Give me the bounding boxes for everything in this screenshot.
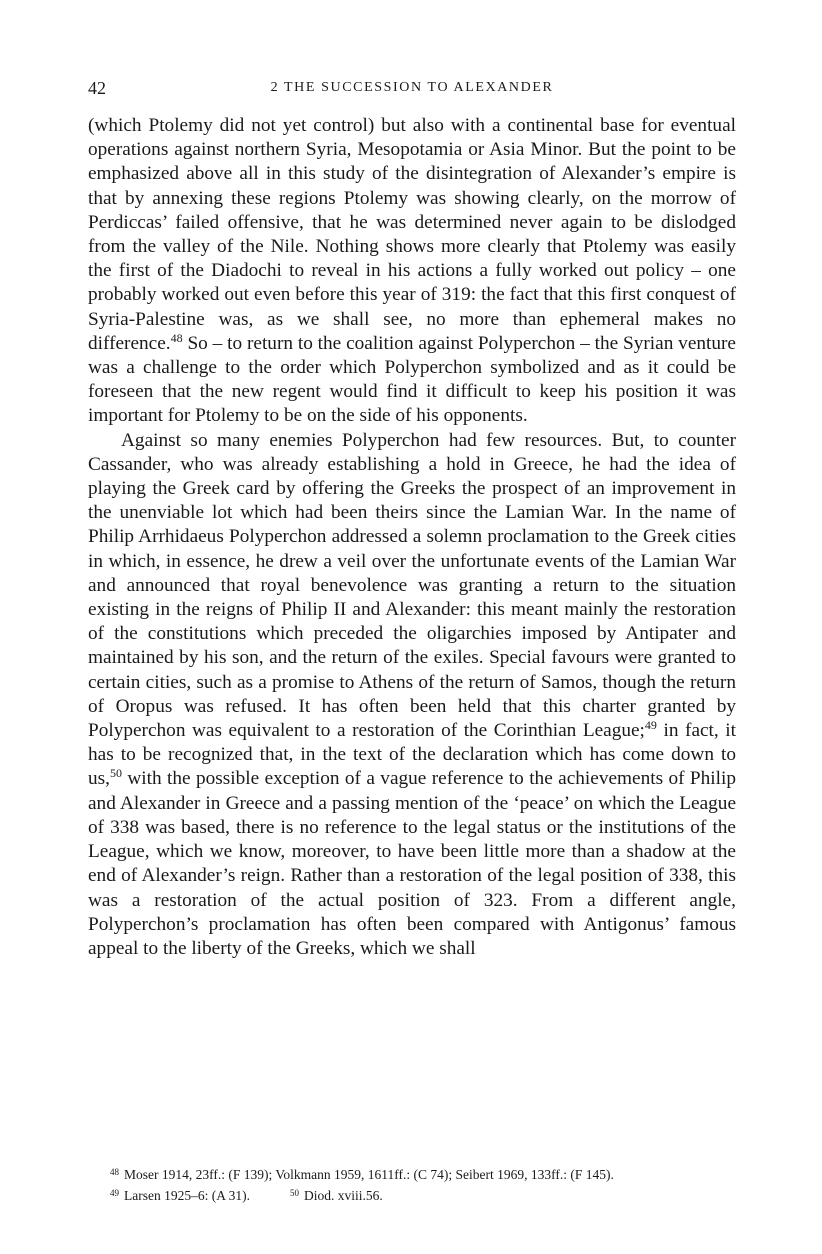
footnote-number: 48 bbox=[110, 1167, 119, 1177]
footnote-text: Moser 1914, 23ff.: (F 139); Volkmann 1959, 1611ff.: (C 74); Seibert 1969, 133ff.: (F 145). bbox=[124, 1167, 614, 1182]
running-title: 2 THE SUCCESSION TO ALEXANDER bbox=[270, 80, 554, 95]
paragraph-2-text-b: in fact, it has to be recognized that, in the text of the declaration which has come down to us, bbox=[88, 720, 737, 790]
paragraph-1-text-b: So – to return to the coalition against Polyperchon – the Syrian venture was a challenge to the order which Polyperchon symbolized and as it could be foreseen that the new regent would find it difficult to keep his position it was important for Ptolemy to be on the side of his opponents. bbox=[88, 332, 736, 427]
footnote-number: 49 bbox=[110, 1188, 119, 1198]
footnote-text: Diod. xviii.56. bbox=[303, 1188, 383, 1203]
main-text bbox=[88, 114, 736, 961]
footnote-48 bbox=[110, 1163, 736, 1184]
footnote-line-2 bbox=[110, 1184, 736, 1205]
page-header bbox=[88, 78, 736, 102]
footnote-ref-48[interactable]: 48 bbox=[170, 330, 183, 345]
paragraph-2 bbox=[88, 429, 736, 961]
footnotes bbox=[110, 1163, 736, 1205]
paragraph-1 bbox=[88, 114, 736, 429]
footnote-number: 50 bbox=[289, 1188, 299, 1198]
footnote-ref-50[interactable]: 50 bbox=[109, 766, 122, 781]
paragraph-2-text-c: with the possible exception of a vague reference to the achievements of Philip and Alexander in Greece and a passing mention of the ‘peace’ on which the League of 338 was based, there is no reference to the legal status or the institutions of the League, which we know, moreover, to have been little more than a shadow at the end of Alexander’s reign. Rather than a restoration of the legal position of 338, this was a restoration of the actual position of 323. From a different angle, Polyperchon’s proclamation has often been compared with Antigonus’ famous appeal to the liberty of the Greeks, which we shall bbox=[88, 768, 736, 959]
paragraph-1-text-a: (which Ptolemy did not yet control) but also with a continental base for eventual operations against northern Syria, Mesopotamia or Asia Minor. But the point to be emphasized above all in this study of the disintegration of Alexander’s empire is that by annexing these regions Ptolemy was showing clearly, on the morrow of Perdiccas’ failed offensive, that he was determined never again to be dislodged from the valley of the Nile. Nothing shows more clearly that Ptolemy was easily the first of the Diadochi to reveal in his actions a fully worked out policy – one probably worked out even before this year of 319: the fact that this first conquest of Syria-Palestine was, as we shall see, no more than ephemeral makes no difference. bbox=[88, 115, 736, 354]
footnote-text: Larsen 1925–6: (A 31). bbox=[124, 1188, 250, 1203]
paragraph-2-text-a: Against so many enemies Polyperchon had few resources. But, to counter Cassander, who was already establishing a hold in Greece, he had the idea of playing the Greek card by offering the Greeks the prospect of an improvement in the unenviable lot which had been theirs since the Lamian War. In the name of Philip Arrhidaeus Polyperchon addressed a solemn proclamation to the Greek cities in which, in essence, he drew a veil over the unfortunate events of the Lamian War and announced that royal benevolence was granting a return to the situation existing in the reigns of Philip II and Alexander: this meant mainly the restoration of the constitutions which preceded the oligarchies imposed by Antipater and maintained by his son, and the return of the exiles. Special favours were granted to certain cities, such as a promise to Athens of the return of Samos, though the return of Oropus was refused. It has often been held that this charter granted by Polyperchon was equivalent to a restoration of the Corinthian League; bbox=[88, 429, 736, 742]
page-number: 42 bbox=[88, 78, 106, 98]
footnote-ref-49[interactable]: 49 bbox=[644, 718, 657, 733]
